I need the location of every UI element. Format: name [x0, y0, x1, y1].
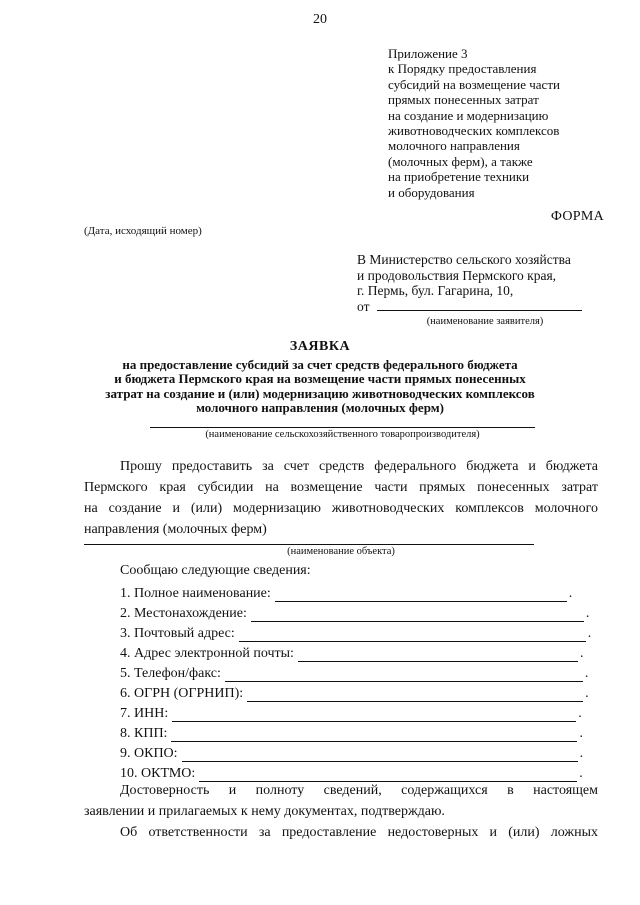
- field-label: 2. Местонахождение:: [120, 606, 247, 621]
- field-end: .: [579, 766, 583, 781]
- field-label: 8. КПП:: [120, 726, 168, 741]
- field-label: 1. Полное наименование:: [120, 586, 271, 601]
- from-line: [357, 298, 582, 315]
- field-row-postal-address: [120, 622, 591, 642]
- field-end: .: [579, 646, 584, 661]
- field-row-ogrn: [120, 682, 589, 702]
- subtitle-line: молочного направления (молочных ферм): [196, 399, 444, 415]
- field-label: 3. Почтовый адрес:: [120, 626, 235, 641]
- email-field[interactable]: [298, 647, 578, 662]
- object-name-field[interactable]: [84, 544, 534, 545]
- appendix-block: [388, 46, 560, 200]
- addressee-line: и продовольствия Пермского края,: [357, 267, 557, 283]
- field-end: .: [587, 626, 592, 641]
- applicant-name-field[interactable]: [377, 298, 582, 311]
- appendix-line: субсидий на возмещение части: [388, 76, 560, 92]
- date-number-caption: (Дата, исходящий номер): [84, 225, 202, 237]
- field-end: .: [585, 686, 589, 701]
- okpo-field[interactable]: [182, 747, 578, 762]
- field-row-full-name: [120, 582, 572, 602]
- kpp-field[interactable]: [171, 727, 577, 742]
- field-label: 9. ОКПО:: [120, 746, 178, 761]
- location-field[interactable]: [251, 607, 584, 622]
- field-label: 10. ОКТМО:: [120, 766, 196, 781]
- info-intro: Сообщаю следующие сведения:: [120, 563, 311, 578]
- field-end: .: [579, 746, 584, 761]
- appendix-line: животноводческих комплексов: [388, 123, 560, 139]
- appendix-line: на создание и модернизацию: [388, 107, 549, 123]
- postal-address-field[interactable]: [239, 627, 586, 642]
- addressee-line: В Министерство сельского хозяйства: [357, 252, 571, 267]
- field-end: .: [579, 726, 583, 741]
- subtitle-line: затрат на создание и (или) модернизацию животноводческих комплексов: [105, 385, 535, 401]
- appendix-line: (молочных ферм), а также: [388, 153, 533, 169]
- paragraph-line: Пермского края субсидии на возмещение части прямых понесенных затрат: [84, 480, 598, 495]
- addressee-line: г. Пермь, бул. Гагарина, 10,: [357, 283, 514, 298]
- appendix-line: Приложение 3: [388, 46, 468, 61]
- paragraph-line: Прошу предоставить за счет средств федерального бюджета и бюджета: [120, 459, 598, 474]
- field-row-phone-fax: [120, 662, 588, 682]
- request-paragraph: [84, 456, 598, 540]
- paragraph-line: заявлении и прилагаемых к нему документах, подтверждаю.: [84, 804, 445, 819]
- producer-caption: (наименование сельскохозяйственного товаропроизводителя): [205, 429, 480, 440]
- field-end: .: [568, 586, 573, 601]
- subtitle-line: и бюджета Пермского края на возмещение части прямых понесенных: [114, 371, 526, 387]
- addressee-block: [357, 252, 571, 299]
- document-title: ЗАЯВКА: [289, 339, 351, 354]
- reliability-paragraph: [84, 780, 598, 822]
- field-label: 5. Телефон/факс:: [120, 666, 221, 681]
- paragraph-line: на создание и (или) модернизацию животноводческих комплексов молочного: [84, 501, 598, 516]
- field-label: 6. ОГРН (ОГРНИП):: [120, 686, 244, 701]
- appendix-line: молочного направления: [388, 138, 520, 154]
- from-label: от: [357, 299, 370, 314]
- field-row-location: [120, 602, 589, 622]
- field-label: 4. Адрес электронной почты:: [120, 646, 294, 661]
- full-name-field[interactable]: [275, 587, 567, 602]
- subtitle-line: на предоставление субсидий за счет средств федерального бюджета: [122, 357, 518, 372]
- object-caption: (наименование объекта): [287, 546, 395, 557]
- appendix-line: прямых понесенных затрат: [388, 92, 539, 108]
- inn-field[interactable]: [172, 707, 576, 722]
- page-number: 20: [313, 12, 327, 27]
- field-end: .: [578, 706, 582, 721]
- appendix-line: к Порядку предоставления: [388, 61, 537, 77]
- form-label: ФОРМА: [550, 209, 604, 224]
- field-end: .: [584, 666, 589, 681]
- field-row-kpp: [120, 722, 583, 742]
- field-label: 7. ИНН:: [120, 706, 169, 721]
- field-row-email: [120, 642, 583, 662]
- field-row-oktmo: [120, 762, 583, 782]
- field-row-inn: [120, 702, 582, 722]
- appendix-line: на приобретение техники: [388, 169, 530, 185]
- applicant-caption: (наименование заявителя): [426, 316, 544, 327]
- phone-fax-field[interactable]: [225, 667, 583, 682]
- field-row-okpo: [120, 742, 583, 762]
- paragraph-line: Об ответственности за предоставление недостоверных и (или) ложных: [120, 825, 598, 840]
- field-end: .: [585, 606, 590, 621]
- ogrn-field[interactable]: [247, 687, 583, 702]
- paragraph-line: направления (молочных ферм): [84, 522, 267, 537]
- producer-name-field[interactable]: [150, 427, 535, 428]
- responsibility-paragraph: [84, 822, 598, 843]
- paragraph-line: Достоверность и полноту сведений, содержащихся в настоящем: [120, 783, 598, 798]
- document-subtitle: [0, 358, 640, 415]
- appendix-line: и оборудования: [388, 184, 475, 200]
